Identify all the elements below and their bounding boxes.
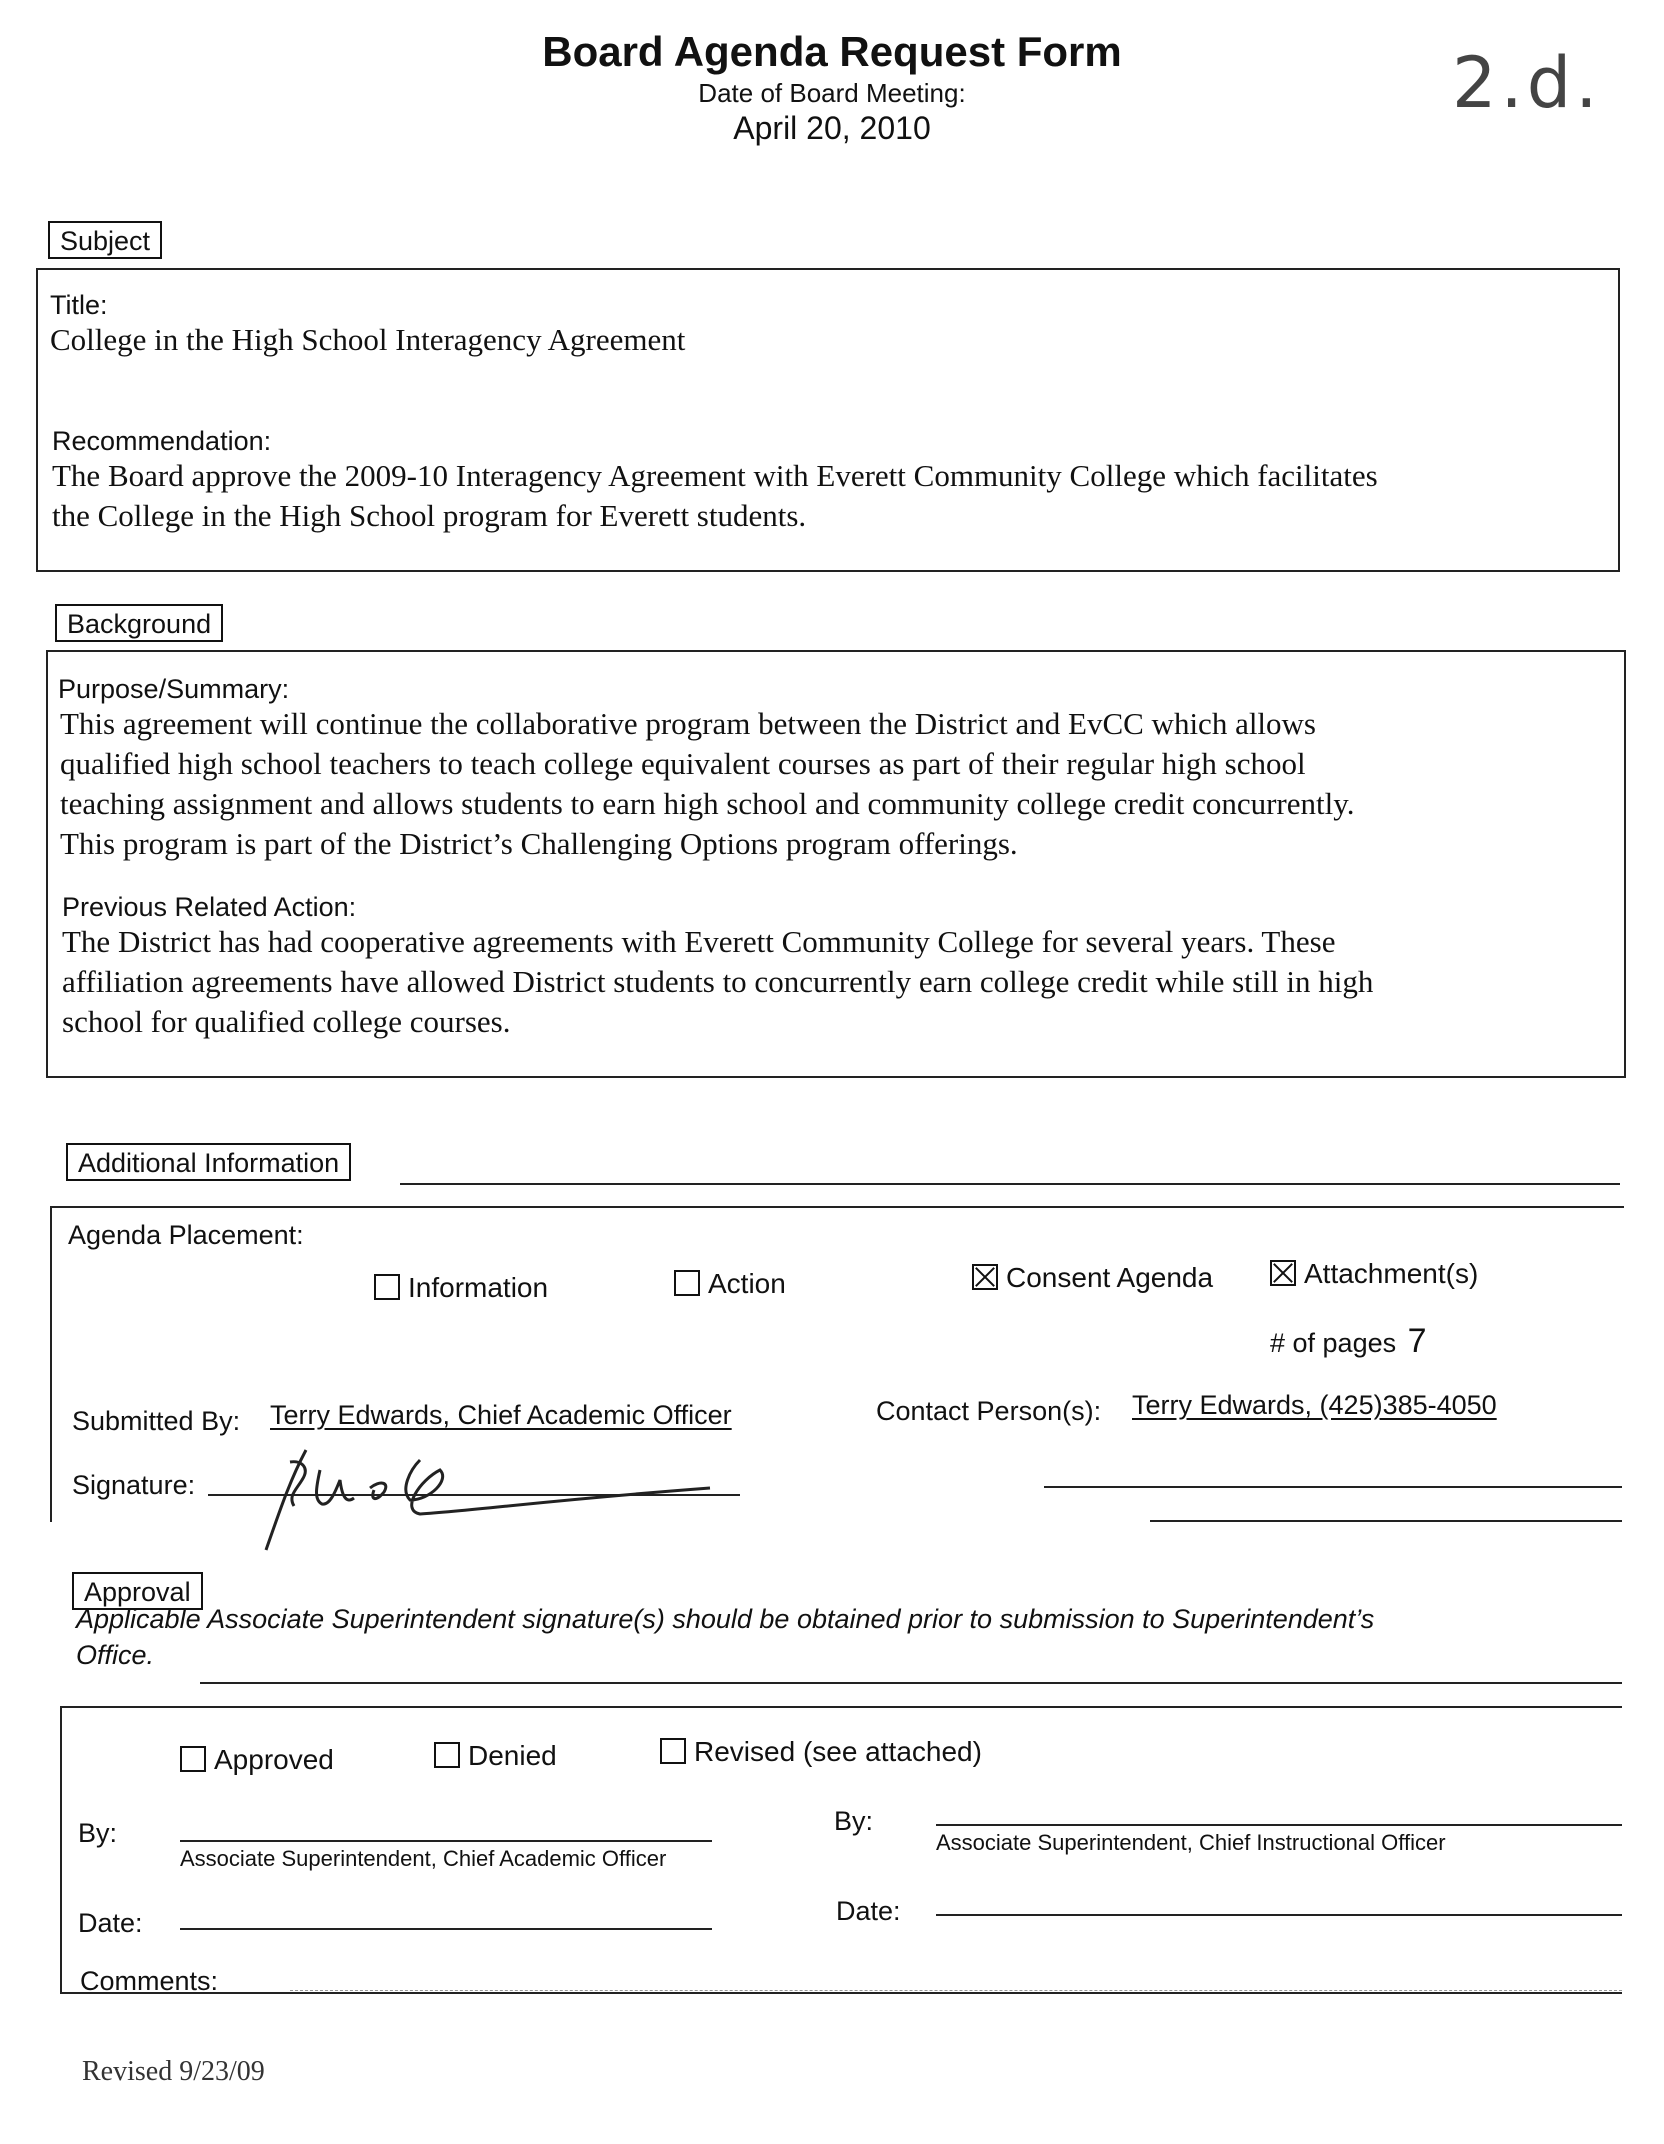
previous-action-label: Previous Related Action:	[62, 892, 357, 922]
signature-label: Signature:	[72, 1470, 196, 1500]
revised-checkbox[interactable]	[660, 1738, 686, 1764]
recommendation-line-2: the College in the High School program for Everett students.	[52, 498, 807, 533]
date-right-line[interactable]	[936, 1914, 1622, 1916]
contact-person-value: Terry Edwards, (425)385-4050	[1132, 1390, 1497, 1420]
revision-date: Revised 9/23/09	[82, 2056, 265, 2087]
by-left-line[interactable]	[180, 1840, 712, 1842]
by-right-line[interactable]	[936, 1824, 1622, 1826]
purpose-line-4: This program is part of the District’s Challenging Options program offerings.	[60, 826, 1018, 861]
approval-top-rule	[200, 1682, 1622, 1684]
approved-checkbox[interactable]	[180, 1746, 206, 1772]
meeting-date: April 20, 2010	[733, 110, 931, 146]
agenda-item-number: 2.d.	[1452, 42, 1602, 124]
by-right-title: Associate Superintendent, Chief Instructional Officer	[936, 1830, 1446, 1855]
agenda-placement-label: Agenda Placement:	[68, 1220, 304, 1250]
additional-bottom-rule	[1150, 1520, 1622, 1522]
approval-note-line-1: Applicable Associate Superintendent signature(s) should be obtained prior to submission to Superintendent’s	[76, 1604, 1375, 1634]
option-consent-agenda[interactable]: Consent Agenda	[972, 1262, 1213, 1294]
approval-section-label: Approval	[72, 1572, 203, 1610]
option-approved[interactable]: Approved	[180, 1744, 334, 1776]
submitted-by-label: Submitted By:	[72, 1406, 241, 1436]
by-right-label: By:	[834, 1806, 874, 1836]
action-checkbox[interactable]	[674, 1270, 700, 1296]
subject-section-label: Subject	[48, 221, 162, 259]
background-section-label: Background	[55, 604, 223, 642]
by-left-label: By:	[78, 1818, 118, 1848]
denied-checkbox[interactable]	[434, 1742, 460, 1768]
by-left-title: Associate Superintendent, Chief Academic Officer	[180, 1846, 667, 1871]
comments-label: Comments:	[80, 1966, 219, 1996]
date-right-label: Date:	[836, 1896, 901, 1926]
previous-line-1: The District has had cooperative agreements with Everett Community College for several years. These	[62, 924, 1336, 959]
purpose-line-3: teaching assignment and allows students to earn high school and community college credit concurrently.	[60, 786, 1355, 821]
date-left-line[interactable]	[180, 1928, 712, 1930]
option-revised[interactable]: Revised (see attached)	[660, 1736, 982, 1768]
title-label: Title:	[50, 290, 108, 320]
option-denied[interactable]: Denied	[434, 1740, 557, 1772]
meeting-date-label: Date of Board Meeting:	[698, 78, 966, 108]
purpose-label: Purpose/Summary:	[58, 674, 290, 704]
approval-note-line-2: Office.	[76, 1640, 155, 1670]
purpose-line-1: This agreement will continue the collaborative program between the District and EvCC which allows	[60, 706, 1316, 741]
previous-line-3: school for qualified college courses.	[62, 1004, 511, 1039]
option-action[interactable]: Action	[674, 1268, 786, 1300]
information-checkbox[interactable]	[374, 1274, 400, 1300]
additional-top-rule	[400, 1183, 1620, 1185]
recommendation-line-1: The Board approve the 2009-10 Interagency Agreement with Everett Community College which facilitates	[52, 458, 1378, 493]
comments-line[interactable]	[290, 1990, 1622, 1991]
contact-signature-line[interactable]	[1044, 1486, 1622, 1488]
form-title: Board Agenda Request Form	[542, 28, 1122, 75]
option-attachments[interactable]: Attachment(s)	[1270, 1258, 1478, 1290]
recommendation-label: Recommendation:	[52, 426, 272, 456]
contact-person-label: Contact Person(s):	[876, 1396, 1102, 1426]
handwritten-signature	[250, 1440, 730, 1560]
attachments-checkbox[interactable]	[1270, 1260, 1296, 1286]
pages-value: 7	[1407, 1322, 1427, 1360]
previous-line-2: affiliation agreements have allowed District students to concurrently earn college credit while still in high	[62, 964, 1374, 999]
purpose-line-2: qualified high school teachers to teach college equivalent courses as part of their regular high school	[60, 746, 1306, 781]
subject-title: College in the High School Interagency Agreement	[50, 322, 686, 357]
date-left-label: Date:	[78, 1908, 143, 1938]
additional-info-section-label: Additional Information	[66, 1143, 351, 1181]
pages-count: # of pages 7	[1270, 1322, 1427, 1360]
submitted-by-value: Terry Edwards, Chief Academic Officer	[270, 1400, 732, 1430]
consent-agenda-checkbox[interactable]	[972, 1264, 998, 1290]
option-information[interactable]: Information	[374, 1272, 548, 1304]
